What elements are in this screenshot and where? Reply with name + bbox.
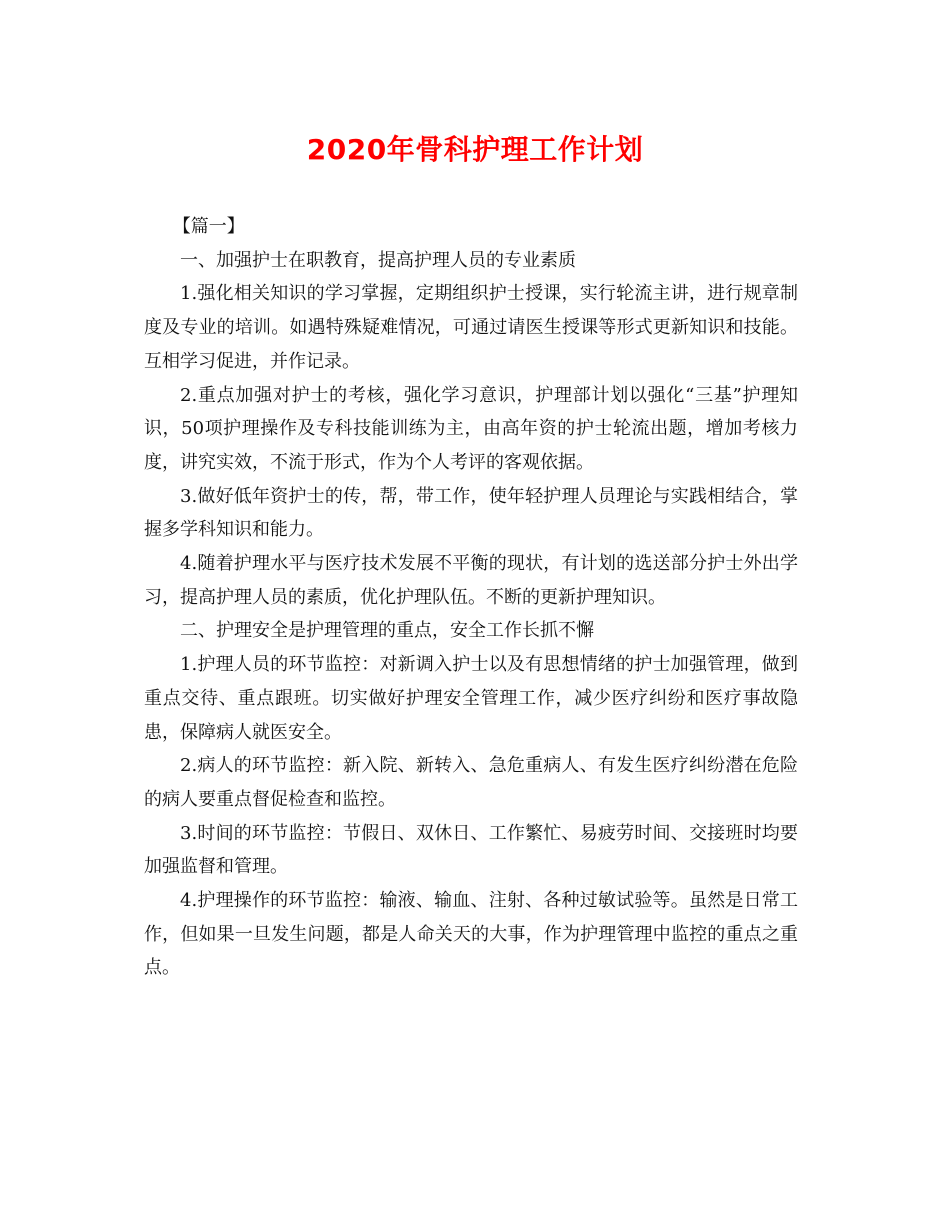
paragraph-1-1: 1.强化相关知识的学习掌握，定期组织护士授课，实行轮流主讲，进行规章制度及专业的培训。如遇特殊疑难情况，可通过请医生授课等形式更新知识和技能。互相学习促进，并作记录。 <box>144 283 798 372</box>
paragraph-2-2: 2.病人的环节监控：新入院、新转入、急危重病人、有发生医疗纠纷潜在危险的病人要重点督促检查和监控。 <box>144 755 798 810</box>
paragraph-2-1: 1.护理人员的环节监控：对新调入护士以及有思想情绪的护士加强管理，做到重点交待、重点跟班。切实做好护理安全管理工作，减少医疗纠纷和医疗事故隐患，保障病人就医安全。 <box>144 654 798 743</box>
section-heading-2: 二、护理安全是护理管理的重点，安全工作长抓不懈 <box>180 620 594 642</box>
document-body <box>144 210 798 985</box>
paragraph-2-3: 3.时间的环节监控：节假日、双休日、工作繁忙、易疲劳时间、交接班时均要加强监督和管理。 <box>144 822 798 878</box>
part-label: 【篇一】 <box>172 216 245 237</box>
paragraph-1-4: 4.随着护理水平与医疗技术发展不平衡的现状，有计划的选送部分护士外出学习，提高护理人员的素质，优化护理队伍。不断的更新护理知识。 <box>144 553 798 608</box>
section-heading-1: 一、加强护士在职教育，提高护理人员的专业素质 <box>180 249 576 271</box>
paragraph-2-4: 4.护理操作的环节监控：输液、输血、注射、各种过敏试验等。虽然是日常工作，但如果一旦发生问题，都是人命关天的大事，作为护理管理中监控的重点之重点。 <box>144 890 798 979</box>
paragraph-1-2: 2.重点加强对护士的考核，强化学习意识，护理部计划以强化“三基”护理知识，50项护理操作及专科技能训练为主，由高年资的护士轮流出题，增加考核力度，讲究实效，不流于形式，作为个人考评的客观依据。 <box>144 384 798 473</box>
paragraph-1-3: 3.做好低年资护士的传，帮，带工作，使年轻护理人员理论与实践相结合，掌握多学科知识和能力。 <box>144 485 798 541</box>
document-title: 2020年骨科护理工作计划 <box>306 133 644 166</box>
